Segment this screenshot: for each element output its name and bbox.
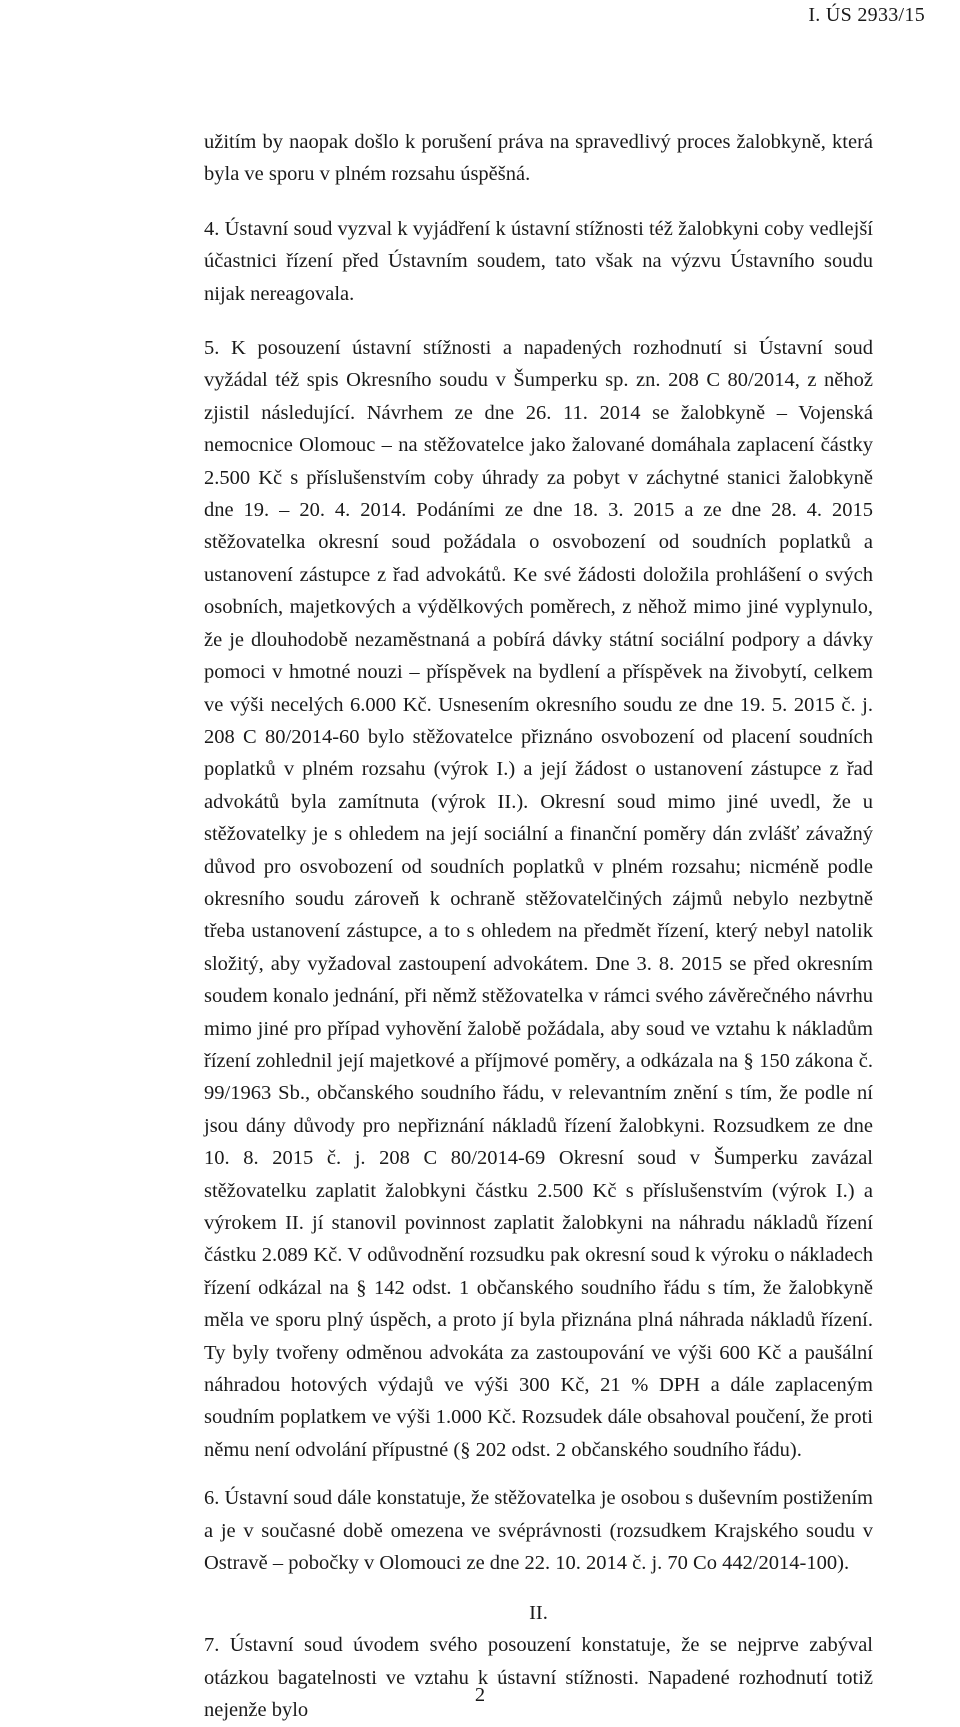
paragraph-4: 4. Ústavní soud vyzval k vyjádření k ústavní stížnosti též žalobkyni coby vedlejší účastnici řízení před Ústavním soudem, tato však na výzvu Ústavního soudu nijak nereagovala. [204,217,873,305]
case-reference: I. ÚS 2933/15 [808,4,925,26]
page-number: 2 [474,1684,486,1706]
paragraph-6: 6. Ústavní soud dále konstatuje, že stěžovatelka je osobou s duševním postižením a je v současné době omezena ve svéprávnosti (rozsudkem Krajského soudu v Ostravě – pobočky v Olomouci ze dne 22. 10. 2014 č. j. 70 Co 442/2014-100). [204,1487,873,1575]
section-heading: II. [529,1602,548,1625]
document-body [204,126,873,1727]
paragraph-5: 5. K posouzení ústavní stížnosti a napadených rozhodnutí si Ústavní soud vyžádal též spis Okresního soudu v Šumperku sp. zn. 208 C 80/2014, z něhož zjistil následující. Návrhem ze dne 26. 11. 2014 se žalobkyně – Vojenská nemocnice Olomouc – na stěžovatelce jako žalované domáhala zaplacení částky 2.500 Kč s příslušenstvím coby úhrady za pobyt v záchytné stanici žalobkyně dne 19. – 20. 4. 2014. Podáními ze dne 18. 3. 2015 a ze dne 28. 4. 2015 stěžovatelka okresní soud požádala o osvobození od soudních poplatků a ustanovení zástupce z řad advokátů. Ke své žádosti doložila prohlášení o svých osobních, majetkových a výdělkových poměrech, z něhož mimo jiné vyplynulo, že je dlouhodobě nezaměstnaná a pobírá dávky státní sociální podpory a dávky pomoci v hmotné nouzi – příspěvek na bydlení a příspěvek na živobytí, celkem ve výši necelých 6.000 Kč. Usnesením okresního soudu ze dne 19. 5. 2015 č. j. 208 C 80/2014-60 bylo stěžovatelce přiznáno osvobození od placení soudních poplatků v plném rozsahu (výrok I.) a její žádost o ustanovení zástupce z řad advokátů byla zamítnuta (výrok II.). Okresní soud mimo jiné uvedl, že u stěžovatelky je s ohledem na její sociální a finanční poměry dán zvlášť závažný důvod pro osvobození od soudních poplatků v plném rozsahu; nicméně podle okresního soudu zároveň k ochraně stěžovatelčiných zájmů nebylo nezbytně třeba ustanovení zástupce, a to s ohledem na předmět řízení, který nebyl natolik složitý, aby vyžadoval zastoupení advokátem. Dne 3. 8. 2015 se před okresním soudem konalo jednání, při němž stěžovatelka v rámci svého závěrečného návrhu mimo jiné pro případ vyhovění žalobě požádala, aby soud ve vztahu k nákladům řízení zohlednil její majetkové a příjmové poměry, a odkázala na § 150 zákona č. 99/1963 Sb., občanského soudního řádu, v relevantním znění s tím, že podle ní jsou dány důvody pro nepřiznání nákladů řízení žalobkyni. Rozsudkem ze dne 10. 8. 2015 č. j. 208 C 80/2014-69 Okresní soud v Šumperku zavázal stěžovatelku zaplatit žalobkyni částku 2.500 Kč s příslušenstvím (výrok I.) a výrokem II. jí stanovil povinnost zaplatit žalobkyni na náhradu nákladů řízení částku 2.089 Kč. V odůvodnění rozsudku pak okresní soud k výroku o nákladech řízení odkázal na § 142 odst. 1 občanského soudního řádu s tím, že žalobkyně měla ve sporu plný úspěch, a proto jí byla přiznána plná náhrada nákladů řízení. Ty byly tvořeny odměnou advokáta za zastoupování ve výši 600 Kč a paušální náhradou hotových výdajů ve výši 300 Kč, 21 % DPH a dále zaplaceným soudním poplatkem ve výši 1.000 Kč. Rozsudek dále obsahoval poučení, že proti němu není odvolání přípustné (§ 202 odst. 2 občanského soudního řádu). [204,337,873,1461]
paragraph-continued: užitím by naopak došlo k porušení práva na spravedlivý proces žalobkyně, která byla ve sporu v plném rozsahu úspěšná. [204,131,873,186]
paragraph-7: 7. Ústavní soud úvodem svého posouzení konstatuje, že se nejprve zabýval otázkou bagatelnosti ve vztahu k ústavní stížnosti. Napadené rozhodnutí totiž nejenže bylo [204,1634,873,1722]
